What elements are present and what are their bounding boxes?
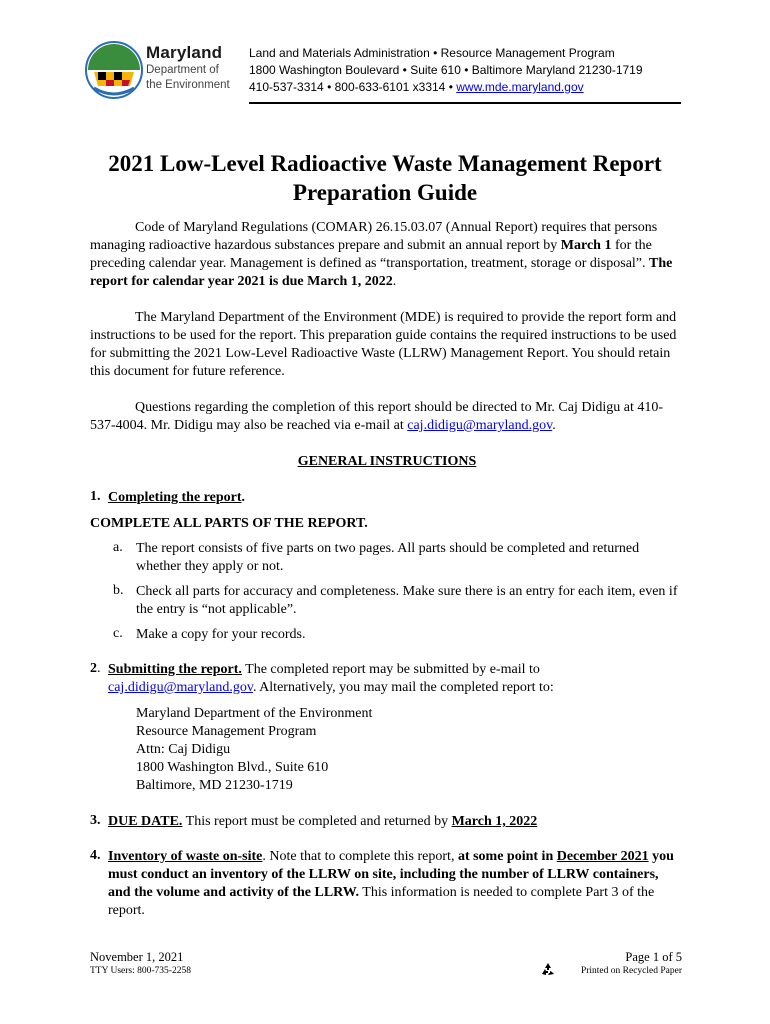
general-instructions-heading: GENERAL INSTRUCTIONS — [297, 454, 477, 469]
item-1-heading — [108, 489, 684, 507]
address-line-5: Baltimore, MD 21230-1719 — [136, 778, 293, 793]
p1-end: . — [392, 274, 397, 289]
mde-logo — [84, 40, 234, 102]
item-3-due-date: March 1, 2022 — [451, 814, 538, 829]
item-3-title: DUE DATE. — [108, 814, 183, 829]
item-1a-letter: a. — [113, 540, 123, 555]
item-2-title: Submitting the report. — [108, 662, 242, 677]
item-2-dot: . — [97, 661, 101, 676]
item-1-title-end: . — [241, 490, 245, 505]
footer-tty: TTY Users: 800-735-2258 — [90, 966, 191, 976]
title-line-2: Preparation Guide — [292, 180, 478, 205]
item-2-num: 2 — [90, 661, 97, 676]
item-4-bold-a: at some point in — [457, 849, 557, 864]
maryland-seal-icon — [84, 40, 144, 100]
item-2-number — [90, 661, 101, 677]
item-1-number: 1. — [90, 489, 101, 504]
item-4-december: December 2021 — [556, 849, 649, 864]
p1-bold-date: March 1 — [560, 238, 612, 253]
item-4-title: Inventory of waste on-site — [108, 849, 263, 864]
footer-recycled: Printed on Recycled Paper — [580, 966, 682, 976]
footer-date: November 1, 2021 — [90, 950, 184, 964]
item-1a-text: The report consists of five parts on two pages. All parts should be completed and returned whether they apply or not. — [136, 541, 640, 574]
intro-paragraph-1 — [90, 219, 684, 291]
item-1c-text: Make a copy for your records. — [136, 627, 306, 642]
item-4-number: 4. — [90, 848, 101, 863]
logo-subtitle-2: the Environment — [146, 79, 230, 91]
address-line-1: Maryland Department of the Environment — [136, 706, 373, 721]
logo-title: Maryland — [146, 43, 223, 62]
item-3-body — [108, 813, 684, 831]
item-1c-letter: c. — [113, 626, 123, 641]
p3-end: . — [552, 418, 556, 433]
address-line-3: Attn: Caj Didigu — [136, 742, 231, 757]
letterhead-contact — [249, 45, 643, 96]
footer-page-number: Page 1 of 5 — [625, 950, 682, 964]
letterhead-line-2: 1800 Washington Boulevard • Suite 610 • Baltimore Maryland 21230-1719 — [249, 63, 643, 77]
item-1-title: Completing the report — [108, 490, 242, 505]
item-3-number: 3. — [90, 813, 101, 828]
phone-numbers: 410-537-3314 • 800-633-6101 x3314 • — [249, 80, 457, 94]
address-line-4: 1800 Washington Blvd., Suite 610 — [136, 760, 329, 775]
letterhead-line-1: Land and Materials Administration • Resource Management Program — [249, 46, 615, 60]
logo-subtitle-1: Department of — [146, 64, 219, 76]
item-4-body — [108, 848, 684, 920]
p1-due-statement: The report for calendar year 2021 is due March 1, 2022 — [90, 256, 673, 289]
title-line-1: 2021 Low-Level Radioactive Waste Management Report — [108, 151, 662, 176]
item-2-text-b: . Alternatively, you may mail the completed report to: — [252, 680, 554, 695]
document-title — [60, 149, 710, 207]
address-line-2: Resource Management Program — [136, 724, 317, 739]
p3-text: Questions regarding the completion of this report should be directed to Mr. Caj Didigu at 410-537-4004. Mr. Didigu may also be reached via e-mail at — [90, 400, 664, 433]
item-2-text-a: The completed report may be submitted by e-mail to — [241, 662, 540, 677]
item-3-text: This report must be completed and returned by — [182, 814, 452, 829]
p1-text-a: Code of Maryland Regulations (COMAR) 26.15.03.07 (Annual Report) requires that persons managing radioactive hazardous substances prepare and submit an annual report by — [90, 220, 658, 253]
item-2-body — [108, 661, 684, 697]
item-4-text-b: This information is needed to complete Part 3 of the report. — [108, 885, 655, 918]
item-1b-text: Check all parts for accuracy and completeness. Make sure there is an entry for each item, even if the entry is “not applicable”. — [136, 584, 678, 617]
intro-paragraph-3 — [90, 399, 684, 435]
mailing-address — [136, 705, 372, 795]
intro-paragraph-2: The Maryland Department of the Environment (MDE) is required to provide the report form and instructions to be used for the report. This preparation guide contains the required instructions to be used for submitting the 2021 Low-Level Radioactive Waste (LLRW) Management Report. You should retain this document for future reference. — [90, 310, 677, 379]
letterhead-line-3 — [249, 79, 643, 96]
website-link[interactable]: www.mde.maryland.gov — [456, 80, 584, 94]
header-divider — [249, 102, 681, 104]
p1-text-b: for the preceding calendar year. Management is defined as “transportation, treatment, storage or disposal”. — [90, 238, 652, 271]
item-1b-letter: b. — [113, 583, 124, 598]
item-4-text-a: . Note that to complete this report, — [262, 849, 458, 864]
item-4-bold-b: you must conduct an inventory of the LLRW on site, including the number of LLRW containers, and the volume and activity of the LLRW. — [108, 849, 674, 900]
item-1-caps-instruction: COMPLETE ALL PARTS OF THE REPORT. — [90, 516, 368, 531]
contact-email-link[interactable]: caj.didigu@maryland.gov — [407, 418, 553, 433]
recycle-icon — [540, 962, 556, 978]
submit-email-link[interactable]: caj.didigu@maryland.gov — [108, 680, 253, 695]
